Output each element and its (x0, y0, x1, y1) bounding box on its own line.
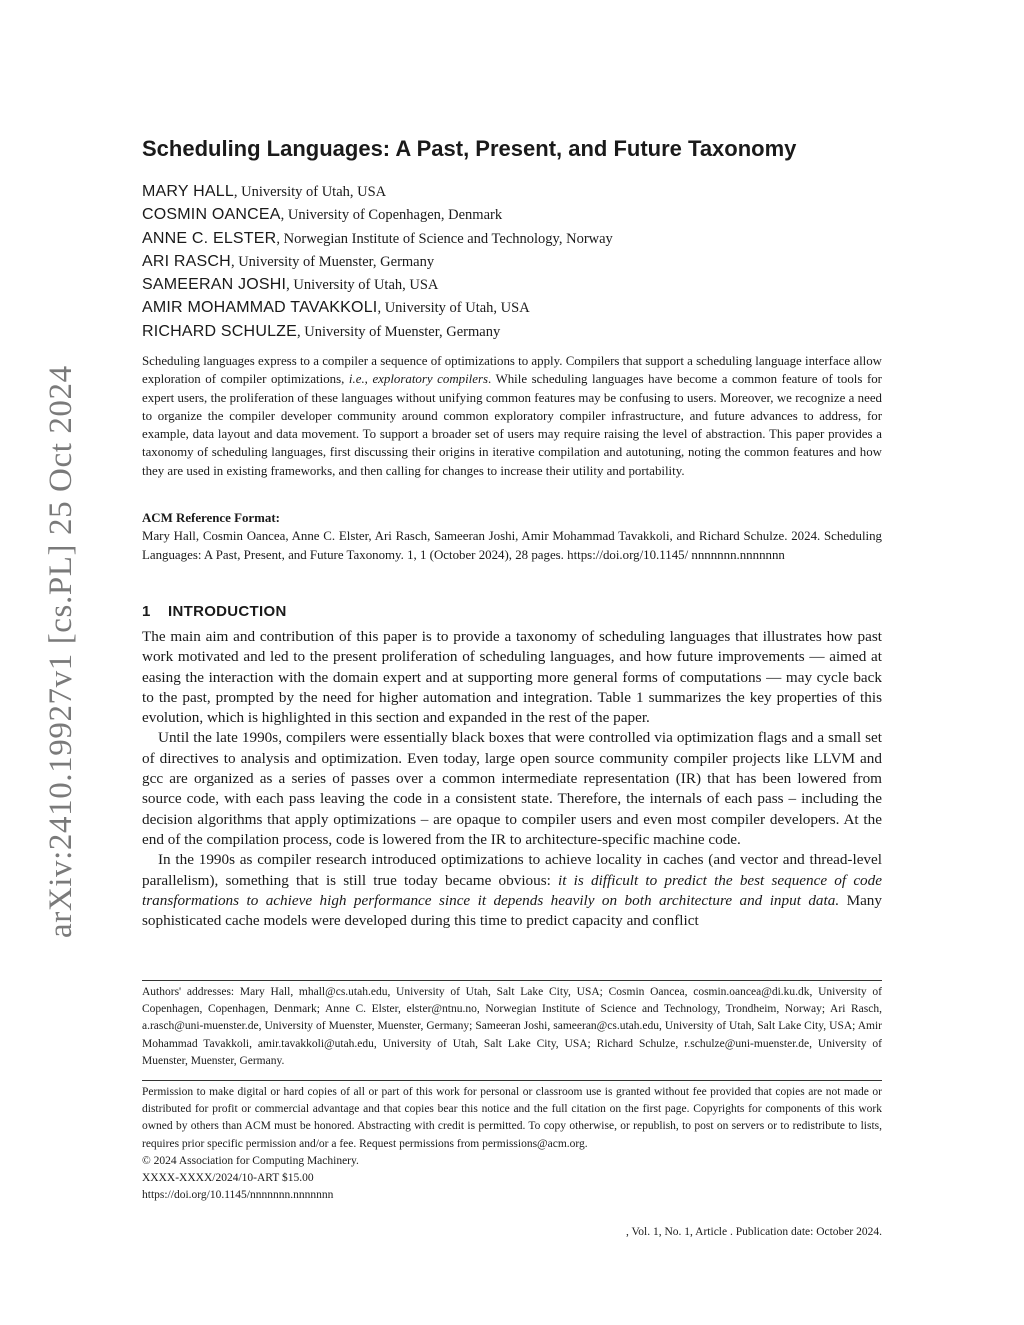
section-title: INTRODUCTION (168, 603, 287, 620)
author-name: SAMEERAN JOSHI (142, 276, 287, 294)
author-entry (142, 273, 882, 296)
abstract-text: Scheduling languages express to a compiler a sequence of optimizations to apply. Compilers that support a scheduling language interface allow exploration of compiler optimizations, (142, 354, 882, 387)
author-entry (142, 227, 882, 250)
author-entry (142, 320, 882, 343)
author-affiliation: , University of Muenster, Germany (297, 323, 501, 340)
acm-reference-heading: ACM Reference Format: (142, 511, 280, 525)
author-name: RICHARD SCHULZE (142, 322, 298, 340)
issn-line: XXXX-XXXX/2024/10-ART $15.00 (142, 1172, 314, 1185)
author-affiliation: , University of Utah, USA (233, 184, 387, 200)
author-name: COSMIN OANCEA (142, 206, 281, 224)
author-name: AMIR MOHAMMAD TAVAKKOLI (142, 299, 378, 317)
paragraph-text: In the 1990s as compiler research introduced optimizations to achieve locality in caches (and vector and thread-level parallelism), something that is still true today became obvious: (142, 851, 882, 889)
author-name: MARY HALL (142, 183, 234, 200)
acm-reference-format (142, 509, 882, 564)
author-entry (142, 250, 882, 273)
author-affiliation: , University of Muenster, Germany (230, 253, 435, 270)
abstract-emphasis: i.e., exploratory compilers (348, 372, 489, 387)
paragraph-emphasis: it is difficult to predict the best sequence of code transformations to achieve high performance since it depends heavily on both architecture and input data. (142, 871, 882, 909)
paper-title: Scheduling Languages: A Past, Present, and Future Taxonomy (142, 136, 797, 161)
introduction-body (142, 627, 882, 931)
abstract (142, 352, 882, 480)
acm-reference-text: Mary Hall, Cosmin Oancea, Anne C. Elster, Ari Rasch, Sameeran Joshi, Amir Mohammad Tavakkoli, and Richard Schulze. 2024. Scheduling Languages: A Past, Present, and Future Taxonomy. 1, 1 (October 2024), 28 pages. https://doi.org/10.1145/ nnnnnnn.nnnnnnn (142, 529, 882, 562)
section-number: 1 (142, 603, 151, 620)
author-list (142, 180, 882, 343)
author-name: ARI RASCH (142, 252, 231, 270)
permission-text: Permission to make digital or hard copies of all or part of this work for personal or classroom use is granted without fee provided that copies are not made or distributed for profit or commercial advantage and that copies bear this notice and the full citation on the first page. Copyrights for components of this work owned by others than ACM must be honored. Abstracting with credit is permitted. To copy otherwise, or republish, to post on servers or to redistribute to lists, requires prior specific permission and/or a fee. Request permissions from permissions@acm.org. (142, 1086, 882, 1150)
arxiv-identifier: arXiv:2410.19927v1 [cs.PL] 25 Oct 2024 (43, 365, 79, 938)
paragraph: Until the late 1990s, compilers were essentially black boxes that were controlled via optimization flags and a small set of directives to analysis and optimization. Even today, large open source community compiler projects like LLVM and gcc are organized as a series of passes over a common intermediate representation (IR) that has been lowered from source code, with each pass leaving the code in a consistent state. Therefore, the internals of each pass – including the decision algorithms that apply optimizations – are opaque to compiler users and even most compiler developers. At the end of the compilation process, code is lowered from the IR to architecture-specific machine code. (142, 729, 882, 848)
abstract-text: . While scheduling languages have become a common feature of tools for expert users, the proliferation of these languages without unifying common features may be confusing to users. Moreover, we recognize a need to organize the compiler developer community around common exploratory compiler infrastructure, and future advances to address, for example, data layout and data movement. To support a broader set of users may require raising the level of abstraction. This paper provides a taxonomy of scheduling languages, first discussing their origins in iterative compilation and autotuning, noting the common features and how they are used in existing frameworks, and then calling for changes to increase their utility and portability. (142, 372, 882, 478)
paragraph: The main aim and contribution of this paper is to provide a taxonomy of scheduling languages that illustrates how past work motivated and led to the present proliferation of scheduling languages, and how future improvements — aimed at easing the interaction with the domain expert and at supporting more general forms of computations — may cycle back to the past, prompted by the need for higher automation and integration. Table 1 summarizes the key properties of this evolution, which is highlighted in this section and expanded in the rest of the paper. (142, 628, 882, 727)
author-affiliation: , University of Copenhagen, Denmark (280, 207, 503, 224)
author-name: ANNE C. ELSTER (142, 229, 277, 247)
footnote-divider (142, 980, 882, 981)
permission-notice (142, 1084, 882, 1204)
author-affiliation: , University of Utah, USA (286, 277, 439, 294)
running-footer: , Vol. 1, No. 1, Article . Publication date: October 2024. (625, 1226, 882, 1238)
author-entry (142, 296, 882, 319)
author-entry (142, 180, 882, 203)
paragraph-text: Many sophisticated cache models were developed during this time to predict capacity and conflict (142, 891, 882, 930)
permission-divider (142, 1080, 882, 1081)
author-addresses-footnote: Authors' addresses: Mary Hall, mhall@cs.utah.edu, University of Utah, Salt Lake City, USA; Cosmin Oancea, cosmin.oancea@di.ku.dk, University of Copenhagen, Copenhagen, Denmark; Anne C. Elster, elster@ntnu.no, Norwegian Institute of Science and Technology, Trondheim, Norway; Ari Rasch, a.rasch@uni-muenster.de, University of Muenster, Muenster, Germany; Sameeran Joshi, sameeran@cs.utah.edu, University of Utah, Salt Lake City, USA; Amir Mohammad Tavakkoli, amir.tavakkoli@utah.edu, University of Utah, Salt Lake City, USA; Richard Schulze, r.schulze@uni-muenster.de, University of Muenster, Muenster, Germany. (142, 986, 882, 1067)
author-entry (142, 203, 882, 226)
doi-line: https://doi.org/10.1145/nnnnnnn.nnnnnnn (142, 1189, 334, 1202)
paragraph (142, 850, 882, 931)
section-heading (142, 601, 882, 623)
author-affiliation: , University of Utah, USA (377, 300, 530, 317)
author-affiliation: , Norwegian Institute of Science and Technology, Norway (276, 230, 613, 247)
copyright-line: © 2024 Association for Computing Machinery. (142, 1154, 359, 1167)
